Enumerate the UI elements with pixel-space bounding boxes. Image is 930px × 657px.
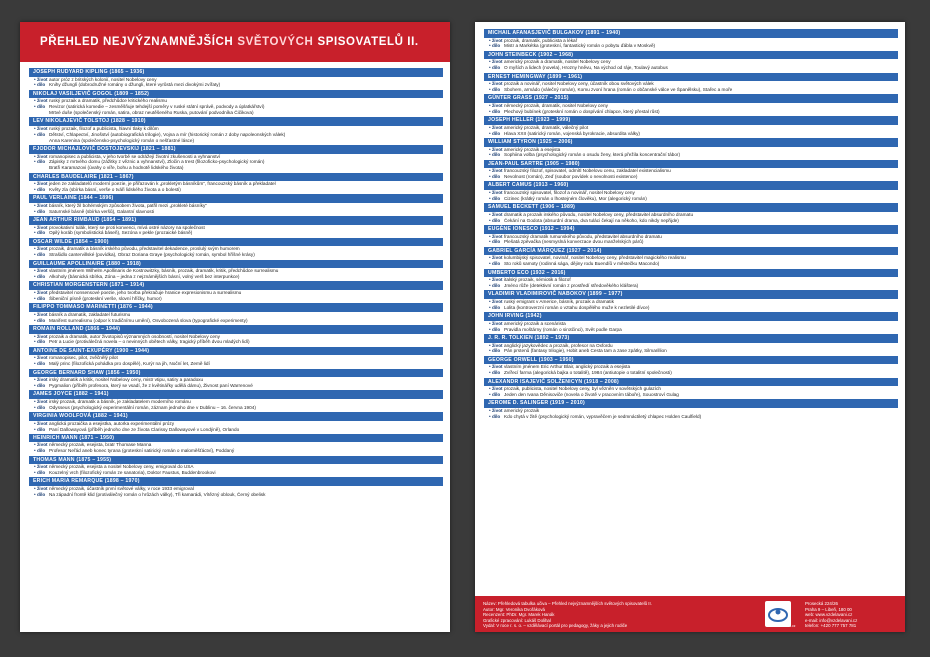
works-line xyxy=(484,174,898,180)
works-text: Dětství, Chlapectví, Jinošství (autobiografická trilogie), Vojna a mír (historický román z doby napoleonských válek) xyxy=(49,131,286,137)
author-name: LEV NIKOLAJEVIČ TOLSTOJ (1828 – 1910) xyxy=(29,117,443,126)
life-label: • život xyxy=(489,59,503,65)
works-text: Bratři Karamazovi (úvahy o víře, bohu a hodnotě lidského života) xyxy=(49,165,184,171)
works-line xyxy=(29,110,443,116)
author-name: VIRGINIA WOOLFOVÁ (1882 – 1941) xyxy=(29,412,443,421)
works-line xyxy=(484,196,898,202)
life-text: dramatik a prozaik irského původu, nositel Nobelovy ceny, představitel absurdního dramatu xyxy=(504,211,694,217)
works-label: • dílo xyxy=(489,217,501,223)
author-name: ERICH MARIA REMARQUE (1898 – 1970) xyxy=(29,477,443,486)
author-name: UMBERTO ECO (1932 – 2016) xyxy=(484,269,898,278)
works-text: Kdo chytá v žitě (psychologický román, vypravěčem je sedmnáctiletý chlapec Holden Caulfield) xyxy=(504,413,702,419)
works-text: Manifest surrealismu (odpor k tradičnímu umění), Osvobozená slova (typografické experimenty) xyxy=(49,317,248,323)
works-label: • dílo xyxy=(489,261,501,267)
life-label: • život xyxy=(34,311,48,317)
author-name: JEAN-PAUL SARTRE (1905 – 1980) xyxy=(484,160,898,169)
life-text: francouzský filozof, spisovatel, odmítl Nobelovu cenu, zakladatel existencialismu xyxy=(504,168,671,174)
works-text: Jeden den Ivana Děnisoviče (novela o životě v pracovním táboře), Souostroví Gulag xyxy=(504,391,679,397)
life-text: romanopisec, pilot, zvěčnělý pilot xyxy=(49,355,118,361)
works-label: • dílo xyxy=(34,426,46,432)
life-text: americký prozaik a dramatik, nositel Nobelovy ceny xyxy=(504,59,611,65)
author-name: ANTOINE DE SAINT-EXUPÉRY (1900 – 1944) xyxy=(29,347,443,356)
works-line xyxy=(29,318,443,324)
footer-credit-line: Grafické zpracování: Lukáš Dolihal xyxy=(483,617,551,623)
life-text: prozaik, dramatik a básník irského původu, představitel dekadence, proslulý svým humorem xyxy=(49,246,240,252)
author-name: GEORGE BERNARD SHAW (1856 – 1950) xyxy=(29,369,443,378)
life-label: • život xyxy=(489,364,503,370)
works-label: • dílo xyxy=(489,326,501,332)
life-text: básník, který žil bohémským způsobem života, patřil mezi „prokleté básníky“ xyxy=(49,202,207,208)
life-text: prozaik a dramatik, autor životopisů významných osobností, nositel Nobelovy ceny xyxy=(49,333,220,339)
title-part-3: SPISOVATELŮ II. xyxy=(317,36,419,48)
works-text: O myších a lidech (novela), Hrozny hněvu, Na východ od ráje, Toulavý autobus xyxy=(504,65,668,71)
life-label: • život xyxy=(489,124,503,130)
works-line xyxy=(29,138,443,144)
author-name: GABRIEL GARCÍA MÁRQUEZ (1927 – 2014) xyxy=(484,247,898,256)
works-label: • dílo xyxy=(489,152,501,158)
works-line xyxy=(29,209,443,215)
works-text: Pravidla moštárny (román o sirotčinci), Svět podle Garpa xyxy=(504,326,622,332)
works-label: • dílo xyxy=(34,361,46,367)
life-label: • život xyxy=(489,298,503,304)
life-label: • život xyxy=(34,125,48,131)
works-line xyxy=(29,165,443,171)
works-label: • dílo xyxy=(34,82,46,88)
life-label: • život xyxy=(489,81,503,87)
works-line xyxy=(484,239,898,245)
life-text: německý prozaik, účastník první světové války, v roce 1933 emigroval xyxy=(49,486,194,492)
life-text: představitel nonsensové poezie, jeho tvorba překračuje hranice expresionismu a surrealismu xyxy=(49,290,242,296)
life-label: • život xyxy=(34,355,48,361)
author-entry xyxy=(29,194,443,214)
life-label: • život xyxy=(34,333,48,339)
footer-credit-line: Autor: Mgr. Veronika Dvořáková xyxy=(483,606,545,612)
life-text: anglická prozaička a esejistka, autorka experimentální prózy xyxy=(49,420,175,426)
life-label: • život xyxy=(489,211,503,217)
life-label: • život xyxy=(34,76,48,82)
works-label: • dílo xyxy=(489,130,501,136)
life-label: • život xyxy=(489,37,503,43)
author-name: MICHAIL AFANASJEVIČ BULGAKOV (1891 – 1940) xyxy=(484,29,898,38)
author-name: HEINRICH MANN (1871 – 1950) xyxy=(29,434,443,443)
works-label: • dílo xyxy=(34,186,46,192)
author-name: JOSEPH HELLER (1923 – 1999) xyxy=(484,116,898,125)
works-label: • dílo xyxy=(34,104,46,110)
footer-contact-line: Praha 9 – Libeň, 180 00 xyxy=(805,606,852,612)
works-text: Nevolnost (román), Zeď (soubor povídek o nevolnosti existence) xyxy=(504,174,638,180)
author-name: JOHN IRVING (1942) xyxy=(484,312,898,321)
life-text: jeden ze zakladatelů moderní poezie, je přiřazován k „prokletým básníkům“, francouzský básník a překladatel xyxy=(49,181,276,187)
life-label: • život xyxy=(489,255,503,261)
works-text: Knihy džunglí (dobrodružné romány o džungli, které vyrůstá mezi divokými zvířaty) xyxy=(49,82,221,88)
life-text: provokativní tulák, který se proti konvenci, mívá ostré názory na společnost xyxy=(49,224,205,230)
works-line xyxy=(484,109,898,115)
works-label: • dílo xyxy=(489,195,501,201)
works-text: Anna Karenina (společensko-psychologický román o nešťastné lásce) xyxy=(49,137,195,143)
works-label: • dílo xyxy=(34,208,46,214)
works-label: • dílo xyxy=(34,159,46,165)
works-text: Revizor (satirická komedie – zesměšňuje tehdejší poměry v ruské státní správě, podvody a úplatkářství) xyxy=(49,104,265,110)
works-text: Alkoholy (básnická sbírka, Zóna – jedna z nejznámějších básní, volný verš bez interpunkce) xyxy=(49,274,240,280)
works-text: Malý princ (filozofická pohádka pro dospělé), Kurýr na jih, Noční let, Země lidí xyxy=(49,361,210,367)
life-label: • život xyxy=(489,233,503,239)
works-label: • dílo xyxy=(489,65,501,71)
works-line xyxy=(29,470,443,476)
title-part-2: SVĚTOVÝCH xyxy=(237,36,314,48)
works-text: Kouzelný vrch (filozofický román ze sanatoria), Doktor Faustus, Buddenbrookovi xyxy=(49,470,216,476)
life-label: • život xyxy=(34,486,48,492)
author-entry xyxy=(29,68,443,88)
author-entry xyxy=(484,181,898,201)
works-text: Profesor Neřád aneb konec tyrana (groteskní satirický román o maloměšťáctví), Poddaný xyxy=(49,448,235,454)
life-text: francouzský dramatik rumunského původu, představitel absurdního dramatu xyxy=(504,233,662,239)
life-label: • život xyxy=(34,398,48,404)
footer-contact-line: web: www.vzdelavani.cz xyxy=(805,612,853,618)
works-label: • dílo xyxy=(489,239,501,245)
life-text: autor próz z britských kolonií, nositel Nobelovy ceny xyxy=(49,76,157,82)
life-text: italský prozaik, sémiotik a filozof xyxy=(504,277,571,283)
footer-contact-line: Prosecká 224/26 xyxy=(805,601,838,606)
author-name: GÜNTER GRASS (1927 – 2015) xyxy=(484,94,898,103)
life-text: americký prozaik a esejista xyxy=(504,146,561,152)
author-entry xyxy=(29,90,443,116)
works-line xyxy=(484,65,898,71)
author-entry xyxy=(484,51,898,71)
author-entry xyxy=(29,173,443,193)
left-author-list xyxy=(20,68,450,498)
works-line xyxy=(29,230,443,236)
life-label: • život xyxy=(34,377,48,383)
life-label: • život xyxy=(34,442,48,448)
works-label: • dílo xyxy=(489,86,501,92)
life-label: • život xyxy=(489,102,503,108)
works-text: Odysseus (psychologický experimentální román, záznam jednoho dne v Dublinu – 16. června 1904) xyxy=(49,404,256,410)
works-label: • dílo xyxy=(489,108,501,114)
footer xyxy=(475,596,905,632)
footer-contact-line: telefon: +420 777 757 781 xyxy=(805,623,857,629)
life-label: • život xyxy=(34,420,48,426)
works-label: • dílo xyxy=(489,174,501,180)
author-entry xyxy=(484,94,898,114)
works-label: • dílo xyxy=(34,252,46,258)
footer-credit-line: Název: Přehledová tabulka učiva – Přehled nejvýznamnějších světových spisovatelů II. xyxy=(483,601,652,606)
author-name: GUILLAUME APOLLINAIRE (1880 – 1918) xyxy=(29,260,443,269)
works-line xyxy=(29,383,443,389)
works-text: Jméno růže (detektivní román z prostředí středověkého kláštera) xyxy=(504,282,639,288)
works-line xyxy=(29,339,443,345)
works-label: • dílo xyxy=(34,382,46,388)
works-label: • dílo xyxy=(489,282,501,288)
works-text: Cizinec (krátký román o lhostejném člověku), Mor (alegorický román) xyxy=(504,195,647,201)
author-name: FJODOR MICHAJLOVIČ DOSTOJEVSKIJ (1821 – 1881) xyxy=(29,145,443,154)
author-name: ERNEST HEMINGWAY (1899 – 1961) xyxy=(484,73,898,82)
author-entry xyxy=(484,29,898,49)
author-entry xyxy=(29,477,443,497)
author-name: OSCAR WILDE (1854 – 1900) xyxy=(29,238,443,247)
author-name: GEORGE ORWELL (1903 – 1950) xyxy=(484,356,898,365)
right-author-list xyxy=(475,29,905,419)
author-entry xyxy=(484,247,898,267)
works-text: Pán prstenů (fantasy trilogie), Hobit aneb Cesta tam a zase zpátky, Silmarillion xyxy=(504,348,667,354)
works-label: • dílo xyxy=(489,43,501,49)
author-entry xyxy=(29,456,443,476)
author-entry xyxy=(484,138,898,158)
life-label: • život xyxy=(489,386,503,392)
author-entry xyxy=(29,434,443,454)
life-label: • život xyxy=(489,146,503,152)
works-line xyxy=(29,405,443,411)
life-label: • život xyxy=(34,98,48,104)
life-text: prozaik, dramatik, publicista a lékař xyxy=(504,37,578,43)
life-text: vlastním jménem Eric Arthur Blair, anglický prozaik a esejista xyxy=(504,364,631,370)
works-label: • dílo xyxy=(489,413,501,419)
works-label: • dílo xyxy=(34,491,46,497)
author-entry xyxy=(484,399,898,419)
life-text: irský dramatik a kritik, nositel Nobelovy ceny, mistr vtipu, satiry a paradoxu xyxy=(49,377,204,383)
author-name: VLADIMIR VLADIMIROVIČ NABOKOV (1899 – 1977) xyxy=(484,290,898,299)
author-entry xyxy=(484,269,898,289)
works-line xyxy=(29,82,443,88)
works-label: • dílo xyxy=(34,295,46,301)
author-entry xyxy=(29,325,443,345)
works-line xyxy=(484,261,898,267)
author-name: CHRISTIAN MORGENSTERN (1871 – 1914) xyxy=(29,281,443,290)
life-text: prozaik a novinář, nositel Nobelovy ceny, účastník obou světových válek xyxy=(504,81,654,87)
life-text: anglický jazykovědec a prozaik, profesor na Oxfordu xyxy=(504,342,613,348)
author-entry xyxy=(29,369,443,389)
life-text: ruský prozaik, filozof a publicista, hlavní tlaky k dílům xyxy=(49,125,159,131)
life-label: • život xyxy=(489,190,503,196)
works-label: • dílo xyxy=(34,230,46,236)
life-label: • život xyxy=(489,168,503,174)
author-name: ALEXANDR ISAJEVIČ SOLŽENICYN (1918 – 2008) xyxy=(484,378,898,387)
works-line xyxy=(484,392,898,398)
works-line xyxy=(484,43,898,49)
author-entry xyxy=(29,117,443,143)
works-label: • dílo xyxy=(489,304,501,310)
author-name: SAMUEL BECKETT (1906 – 1989) xyxy=(484,203,898,212)
author-entry xyxy=(484,290,898,310)
works-line xyxy=(29,187,443,193)
works-label: • dílo xyxy=(489,391,501,397)
works-text: Opilý koráb (symbolistická báseň), Sezóna v pekle (prozaické básně) xyxy=(49,230,193,236)
left-sheet xyxy=(20,22,450,632)
author-name: JOHN STEINBECK (1902 – 1968) xyxy=(484,51,898,60)
life-text: irský prozaik, dramatik a básník, je zakladatelem moderního románu xyxy=(49,398,191,404)
life-label: • život xyxy=(34,202,48,208)
author-entry xyxy=(484,116,898,136)
life-text: ruský prozaik a dramatik, předchůdce kritického realismu xyxy=(49,98,168,104)
footer-contact xyxy=(805,601,900,629)
works-text: Zvířecí farma (alegorická bajka o totalitě), 1984 (antiutopie o totalitní společnosti) xyxy=(504,370,672,376)
works-label: • dílo xyxy=(34,131,46,137)
works-text: Mrtvé duše (společenský román, satira, obraz neutěšeného Ruska, putování podvodníka Čičikova) xyxy=(49,109,254,115)
works-line xyxy=(29,427,443,433)
author-name: JAMES JOYCE (1882 – 1941) xyxy=(29,390,443,399)
works-line xyxy=(484,152,898,158)
works-line xyxy=(29,361,443,367)
life-label: • život xyxy=(34,290,48,296)
life-text: americký prozaik, dramatik, válečný pilot xyxy=(504,124,589,130)
works-line xyxy=(484,283,898,289)
right-sheet xyxy=(475,22,905,632)
works-line xyxy=(29,252,443,258)
life-label: • život xyxy=(34,268,48,274)
author-name: ALBERT CAMUS (1913 – 1960) xyxy=(484,181,898,190)
author-entry xyxy=(29,145,443,171)
works-line xyxy=(484,327,898,333)
author-entry xyxy=(484,312,898,332)
works-label: • dílo xyxy=(34,317,46,323)
author-name: WILLIAM STYRON (1925 – 2006) xyxy=(484,138,898,147)
life-label: • život xyxy=(34,246,48,252)
author-entry xyxy=(29,347,443,367)
life-label: • život xyxy=(34,224,48,230)
life-text: vlastním jménem Wilhelm Apollinaris de Kostrowitzky, básník, prozaik, dramatik, kritik, předchůdce surrealismu xyxy=(49,268,279,274)
works-text: Saturnské básně (sbírka veršů), Galantní slavnosti xyxy=(49,208,154,214)
works-text: Mistr a Markétka (groteskní, fantastický román o pobytu ďábla v Moskvě) xyxy=(504,43,656,49)
author-entry xyxy=(29,412,443,432)
life-text: básník a dramatik, zakladatel futurismu xyxy=(49,311,131,317)
works-line xyxy=(29,448,443,454)
author-name: EUGÈNE IONESCO (1912 – 1994) xyxy=(484,225,898,234)
author-name: J. R. R. TOLKIEN (1892 – 1973) xyxy=(484,334,898,343)
life-text: ruský emigrant v Americe, básník, prozaik a dramatik xyxy=(504,298,614,304)
works-text: Lolita (kontroverzní román o vztahu dospělého muže k nezletilé dívce) xyxy=(504,304,650,310)
author-entry xyxy=(484,334,898,354)
author-name: JOSEPH RUDYARD KIPLING (1865 – 1936) xyxy=(29,68,443,77)
life-label: • život xyxy=(489,342,503,348)
author-entry xyxy=(29,281,443,301)
life-text: německý prozaik, esejista a nositel Nobelovy ceny, emigroval do USA xyxy=(49,464,194,470)
author-name: ROMAIN ROLLAND (1866 – 1944) xyxy=(29,325,443,334)
works-text: Sto roků samoty (rodinná sága, dějiny rodu Buendíů v městečku Macondo) xyxy=(504,261,660,267)
author-name: FILIPPO TOMMASO MARINETTI (1876 – 1944) xyxy=(29,303,443,312)
life-label: • život xyxy=(34,464,48,470)
author-entry xyxy=(484,73,898,93)
works-line xyxy=(484,218,898,224)
author-entry xyxy=(484,378,898,398)
works-label: • dílo xyxy=(34,274,46,280)
author-name: JEROME D. SALINGER (1919 – 2010) xyxy=(484,399,898,408)
author-entry xyxy=(484,160,898,180)
author-entry xyxy=(484,225,898,245)
works-line xyxy=(484,414,898,420)
author-entry xyxy=(29,390,443,410)
life-label: • život xyxy=(34,181,48,187)
footer-credit-line: Vydal: V roce r. s. o. – vzdělávací portál pro pedagogy, žáky a jejich rodiče xyxy=(483,623,628,629)
works-line xyxy=(29,274,443,280)
works-line xyxy=(484,87,898,93)
author-name: CHARLES BAUDELAIRE (1821 – 1867) xyxy=(29,173,443,182)
works-label: • dílo xyxy=(489,348,501,354)
works-text: Čekání na Godota (absurdní drama, dva tuláci čekají na někoho, kdo nikdy nepřijde) xyxy=(504,217,679,223)
works-label: • dílo xyxy=(34,404,46,410)
works-text: Květy zla (sbírka básní, verše o tváři lidského života a o bolesti) xyxy=(49,186,181,192)
works-text: Plechový bubínek (groteskní román o dospívání chlapce, který přestal růst) xyxy=(504,108,660,114)
author-entry xyxy=(484,203,898,223)
works-line xyxy=(484,131,898,137)
works-text: Pygmalion (příběh profesora, který se vsadí, že z květinářky udělá dámu), Živnost paní Warrenové xyxy=(49,382,253,388)
author-entry xyxy=(29,238,443,258)
author-entry xyxy=(484,356,898,376)
author-name: THOMAS MANN (1875 – 1955) xyxy=(29,456,443,465)
works-line xyxy=(29,492,443,498)
life-label: • život xyxy=(489,277,503,283)
works-label: • dílo xyxy=(489,370,501,376)
life-label: • život xyxy=(489,407,503,413)
author-entry xyxy=(29,303,443,323)
life-text: americký prozaik a scenárista xyxy=(504,320,566,326)
life-label: • život xyxy=(34,153,48,159)
footer-credit-line: Recenzent: PhDr. Mgr. Marek Hanák xyxy=(483,612,555,618)
life-text: německý prozaik, esejista, bratr Thomase Manna xyxy=(49,442,152,448)
life-text: německý prozaik, dramatik, nositel Nobelovy ceny xyxy=(504,102,608,108)
works-text: Sbohem, armádo (válečný román), Komu zvoní hrana (román o občanské válce ve Španělsku), Stařec a moře xyxy=(504,86,733,92)
life-text: kolumbijský spisovatel, novinář, nositel Nobelovy ceny, představitel magického realismu xyxy=(504,255,686,261)
works-line xyxy=(484,348,898,354)
works-text: Paní Dallowayová (příběh jednoho dne ze života Clarissy Dallowayové v Londýně), Orlando xyxy=(49,426,240,432)
works-line xyxy=(484,370,898,376)
life-text: francouzský spisovatel, filozof a novinář, nositel Nobelovy ceny xyxy=(504,190,635,196)
works-line xyxy=(29,296,443,302)
works-label: • dílo xyxy=(34,470,46,476)
author-name: JEAN ARTHUR RIMBAUD (1854 – 1891) xyxy=(29,216,443,225)
author-name: PAUL VERLAINE (1844 – 1896) xyxy=(29,194,443,203)
works-label: • dílo xyxy=(34,339,46,345)
works-line xyxy=(484,305,898,311)
works-text: Zápisky z mrtvého domu (zážitky z věznic a vyhnanství), Zločin a trest (filozoficko-psychologický román) xyxy=(49,159,265,165)
life-text: romanopisec a publicista, v jeho tvorbě se odrážejí životní zkušenosti a vyhnanství xyxy=(49,153,221,159)
life-label: • život xyxy=(489,320,503,326)
footer-credits xyxy=(483,601,753,629)
works-text: Na západní frontě klid (protiválečný román o hrůzách války), Tři kamarádi, Vítězný oblouk, Černý obelisk xyxy=(49,491,266,497)
works-text: Hlava XXII (satirický román, vojenská byrokracie, absurdita války) xyxy=(504,130,640,136)
life-text: prozaik, publicista, nositel Nobelovy ceny, byl vězněn v sovětských gulazích xyxy=(504,386,662,392)
title-part-1: PŘEHLED NEJVÝZNAMNĚJŠÍCH xyxy=(40,36,234,48)
author-entry xyxy=(29,260,443,280)
life-text: americký prozaik xyxy=(504,407,540,413)
works-label: • dílo xyxy=(34,448,46,454)
works-text: Šibeniční písně (groteskní verše, slovní hříčky, humor) xyxy=(49,295,162,301)
works-text: Strašidlo cantervillské (povídka), Obraz Doriana Graye (psychologický román, symbol hříšné krásy) xyxy=(49,252,255,258)
author-name: NIKOLAJ VASILJEVIČ GOGOL (1809 – 1852) xyxy=(29,90,443,99)
footer-contact-line: e-mail: info@vzdelavani.cz xyxy=(805,617,858,623)
logo-text: www.vzdelavani.cz xyxy=(767,624,796,628)
page-title xyxy=(20,22,450,62)
works-text: Petr a Lucie (protiválečná novela – o nevinných obětech války, tragický příběh dvou mladých lidí) xyxy=(49,339,250,345)
works-text: Sophiina volba (psychologický román o osudu ženy, která přežila koncentrační tábor) xyxy=(504,152,681,158)
works-text: Plešatá zpěvačka (nesmyslná konverzace dvou manželských párů) xyxy=(504,239,644,245)
author-entry xyxy=(29,216,443,236)
